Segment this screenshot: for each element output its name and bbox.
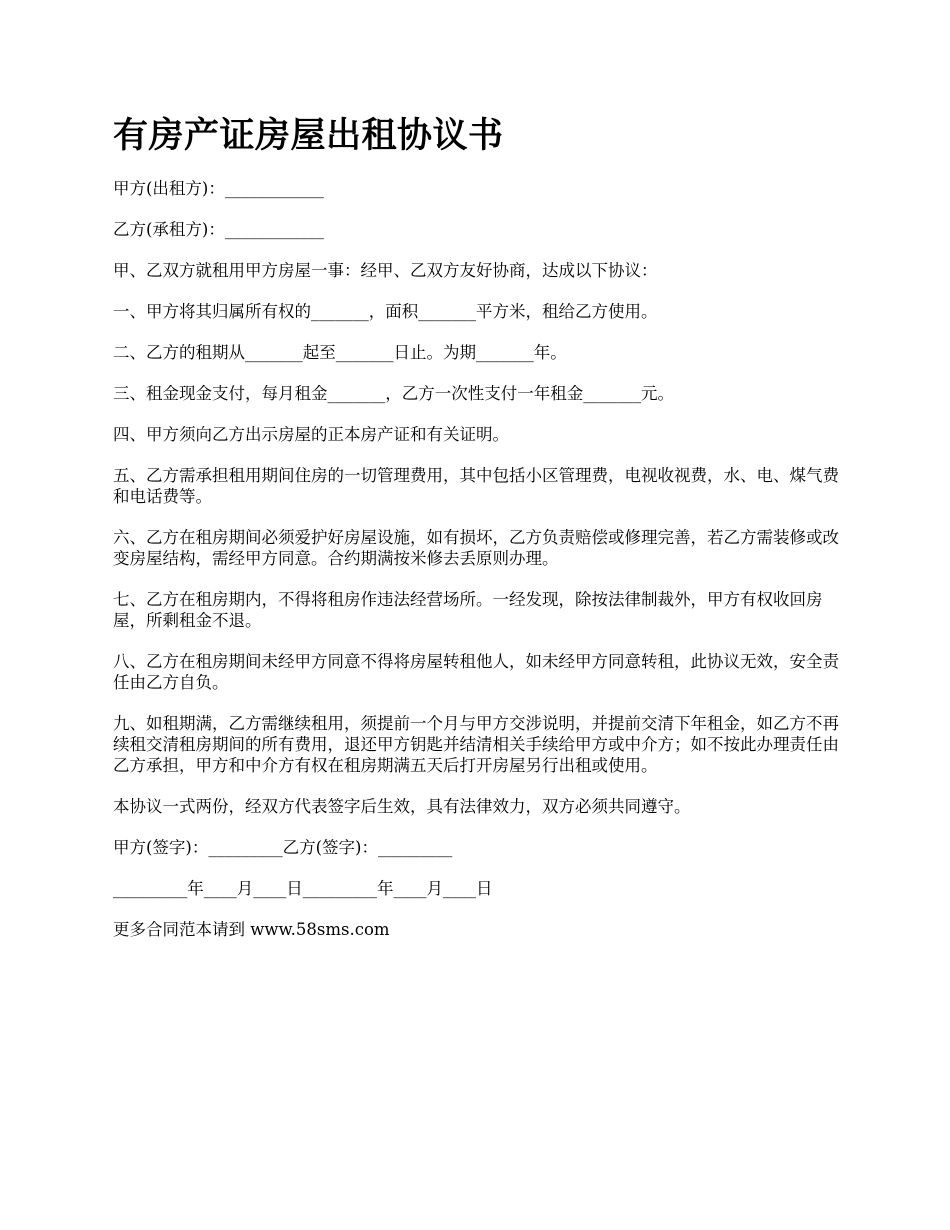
clause-3: 三、租金现金支付，每月租金_______，乙方一次性支付一年租金_______元。 (113, 384, 674, 403)
clause-6: 六、乙方在租房期间必须爱护好房屋设施，如有损坏，乙方负责赔偿或修理完善，若乙方需装修或改变房屋结构，需经甲方同意。合约期满按米修去丢原则办理。 (113, 528, 839, 568)
party-b-line: 乙方(承租方)：____________ (113, 220, 324, 239)
footer-link-text: 更多合同范本请到 www.58sms.com (113, 920, 390, 939)
clause-2: 二、乙方的租期从_______起至_______日止。为期_______年。 (113, 343, 567, 362)
clause-4: 四、甲方须向乙方出示房屋的正本房产证和有关证明。 (113, 425, 509, 444)
agreement-intro: 甲、乙双方就租用甲方房屋一事：经甲、乙双方友好协商，达成以下协议： (113, 261, 658, 280)
clause-5: 五、乙方需承担租用期间住房的一切管理费用，其中包括小区管理费，电视收视费，水、电、煤气费和电话费等。 (113, 466, 839, 506)
clause-1: 一、甲方将其归属所有权的_______，面积_______平方米，租给乙方使用。 (113, 302, 658, 321)
document-title: 有房产证房屋出租协议书 (113, 115, 504, 156)
signature-line: 甲方(签字)：_________乙方(签字)：_________ (113, 838, 453, 857)
clause-7: 七、乙方在租房期内，不得将租房作违法经营场所。一经发现，除按法律制裁外，甲方有权收回房屋，所剩租金不退。 (113, 590, 823, 630)
party-a-line: 甲方(出租方)：____________ (113, 179, 324, 198)
clause-8: 八、乙方在租房期间未经甲方同意不得将房屋转租他人，如未经甲方同意转租，此协议无效，安全责任由乙方自负。 (113, 652, 839, 692)
clause-9: 九、如租期满，乙方需继续租用，须提前一个月与甲方交涉说明，并提前交清下年租金，如乙方不再续租交清租房期间的所有费用，退还甲方钥匙并结清相关手续给甲方或中介方；如不按此办理责任由乙方承担，甲方和中介方有权在租房期满五天后打开房屋另行出租或使用。 (113, 714, 839, 775)
document-page (113, 108, 843, 960)
date-line: _________年____月____日_________年____月____日 (113, 879, 493, 898)
effectiveness-statement: 本协议一式两份，经双方代表签字后生效，具有法律效力，双方必须共同遵守。 (113, 797, 691, 816)
